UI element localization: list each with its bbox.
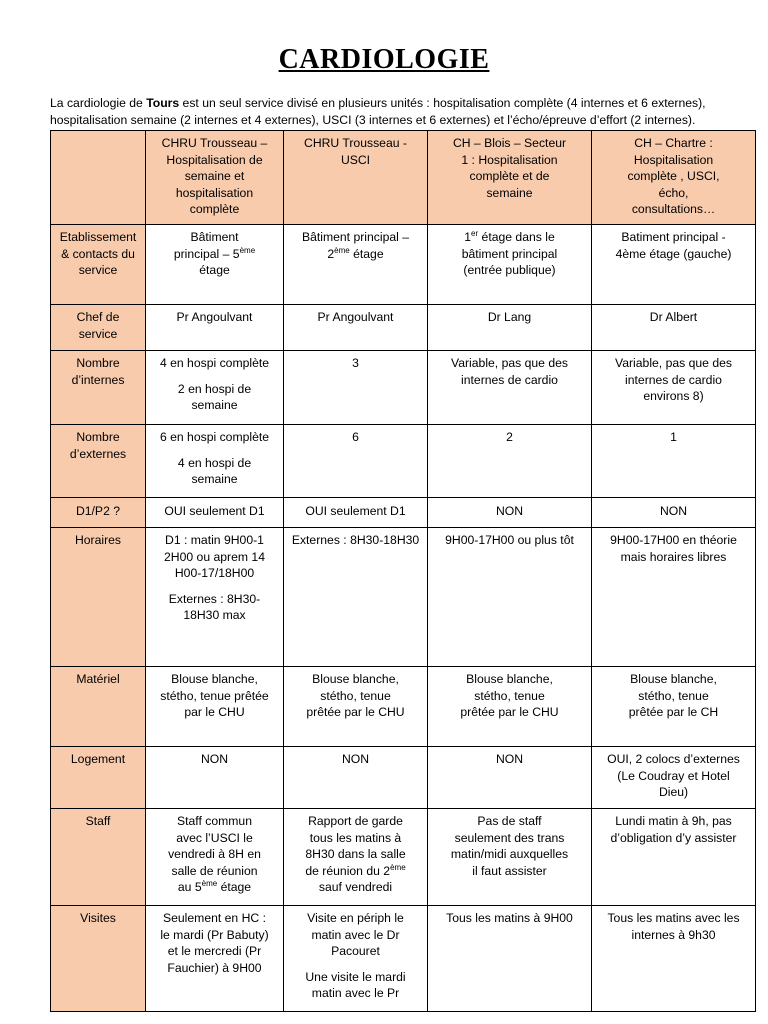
table-cell: Batiment principal - 4ème étage (gauche) (592, 225, 756, 305)
table-cell: 2 (428, 425, 592, 498)
row-header-horaires: Horaires (51, 528, 146, 667)
table-cell: Dr Lang (428, 305, 592, 351)
row-header-etablissement: Etablissement & contacts du service (51, 225, 146, 305)
cell-text: 4 en hospi complète (159, 356, 270, 370)
table-row (51, 351, 756, 425)
table-row (51, 667, 756, 747)
table-cell (146, 351, 284, 425)
cell-text: 5 (232, 246, 240, 261)
services-table (50, 130, 756, 1012)
table-cell: OUI seulement D1 (146, 498, 284, 528)
page-title: CARDIOLOGIE (278, 44, 490, 75)
cell-text: 4 en hospi de semaine (177, 455, 252, 486)
row-header-materiel: Matériel (51, 667, 146, 747)
table-cell (146, 425, 284, 498)
table-row (51, 305, 756, 351)
cell-text: étage (349, 246, 384, 261)
superscript: ème (334, 245, 350, 255)
cell-text: 6 en hospi complète (159, 430, 270, 444)
column-header-chartre: CH – Chartre : Hospitalisation complète , USCI, écho, consultations… (592, 131, 756, 225)
table-cell: NON (592, 498, 756, 528)
row-header-staff: Staff (51, 809, 146, 906)
table-cell: NON (284, 747, 428, 809)
superscript: er (471, 228, 479, 238)
intro-text-1: La cardiologie de (50, 96, 147, 110)
table-cell: Variable, pas que des internes de cardio (428, 351, 592, 425)
table-cell (428, 225, 592, 305)
row-header-chef: Chef de service (51, 305, 146, 351)
cell-text: 2 en hospi de semaine (177, 381, 252, 412)
cell-text: Bâtiment principal – (301, 230, 410, 244)
table-cell (146, 528, 284, 667)
table-cell (284, 809, 428, 906)
column-header-trousseau-usci: CHRU Trousseau - USCI (284, 131, 428, 225)
table-cell: Lundi matin à 9h, pas d’obligation d’y assister (592, 809, 756, 906)
table-cell: Blouse blanche, stétho, tenue prêtée par le CHU (146, 667, 284, 747)
table-cell: 9H00-17H00 ou plus tôt (428, 528, 592, 667)
table-cell (284, 906, 428, 1012)
cell-text: étage (199, 263, 230, 277)
table-cell: OUI seulement D1 (284, 498, 428, 528)
row-header-internes: Nombre d’internes (51, 351, 146, 425)
column-header-blois: CH – Blois – Secteur 1 : Hospitalisation complète et de semaine (428, 131, 592, 225)
cell-text: D1 : matin 9H00-12H00 ou aprem 14H00-17/18H00 (164, 533, 265, 580)
cell-text: étage (217, 880, 252, 894)
cell-text: Une visite le mardi matin avec le Pr (305, 969, 406, 1000)
row-header-externes: Nombre d’externes (51, 425, 146, 498)
row-header-d1p2: D1/P2 ? (51, 498, 146, 528)
superscript: ème (239, 245, 256, 255)
table-row (51, 225, 756, 305)
cell-text: Externes : 8H30-18H30 max (168, 591, 261, 622)
table-cell: Tous les matins à 9H00 (428, 906, 592, 1012)
intro-text-3: hospitalisation semaine (2 internes et 4 externes), USCI (3 internes et 6 externes) et l’écho/épreuve d’effort (2 internes). (50, 112, 696, 127)
table-cell: 3 (284, 351, 428, 425)
cell-text: Staff commun avec l’USCI le vendredi à 8H en salle de réunion au 5 (168, 814, 261, 894)
table-row (51, 906, 756, 1012)
cell-text: Bâtiment principal – (173, 230, 239, 261)
table-cell: Pr Angoulvant (146, 305, 284, 351)
table-cell: NON (428, 747, 592, 809)
table-cell: 9H00-17H00 en théorie mais horaires libres (592, 528, 756, 667)
corner-cell (51, 131, 146, 225)
cell-text: étage dans le bâtiment principal (entrée publique) (461, 230, 558, 277)
table-cell: NON (146, 747, 284, 809)
table-cell: Tous les matins avec les internes à 9h30 (592, 906, 756, 1012)
superscript: ème (201, 878, 218, 888)
table-row (51, 809, 756, 906)
cell-text: 2 (327, 246, 335, 261)
cell-text: sauf vendredi (318, 880, 393, 894)
superscript: ème (390, 862, 406, 872)
column-header-trousseau-hospi: CHRU Trousseau – Hospitalisation de semaine et hospitalisation complète (146, 131, 284, 225)
table-cell: Pr Angoulvant (284, 305, 428, 351)
intro-paragraph (50, 95, 750, 128)
table-cell: OUI, 2 colocs d’externes (Le Coudray et Hotel Dieu) (592, 747, 756, 809)
row-header-visites: Visites (51, 906, 146, 1012)
cell-text: 1 (464, 230, 472, 244)
cell-text: Rapport de garde tous les matins à 8H30 dans la salle de réunion du 2 (305, 814, 406, 878)
table-cell: Variable, pas que des internes de cardio environs 8) (592, 351, 756, 425)
intro-city: Tours (146, 96, 180, 110)
intro-text-2: est un seul service divisé en plusieurs unités : hospitalisation complète (4 internes et 6 externes), (179, 96, 706, 110)
table-cell: 1 (592, 425, 756, 498)
table-row (51, 747, 756, 809)
table-cell (284, 225, 428, 305)
table-cell: Blouse blanche, stétho, tenue prêtée par le CHU (428, 667, 592, 747)
table-row (51, 528, 756, 667)
table-row (51, 498, 756, 528)
table-row (51, 425, 756, 498)
table-cell: Pas de staff seulement des trans matin/midi auxquelles il faut assister (428, 809, 592, 906)
table-cell: NON (428, 498, 592, 528)
table-header-row (51, 131, 756, 225)
table-cell: Externes : 8H30-18H30 (284, 528, 428, 667)
table-cell: 6 (284, 425, 428, 498)
table-cell: Blouse blanche, stétho, tenue prêtée par le CH (592, 667, 756, 747)
table-cell: Seulement en HC : le mardi (Pr Babuty) et le mercredi (Pr Fauchier) à 9H00 (146, 906, 284, 1012)
table-cell: Blouse blanche, stétho, tenue prêtée par le CHU (284, 667, 428, 747)
table-cell (146, 225, 284, 305)
row-header-logement: Logement (51, 747, 146, 809)
table-cell: Dr Albert (592, 305, 756, 351)
table-cell (146, 809, 284, 906)
cell-text: Visite en périph le matin avec le Dr Pacouret (307, 911, 404, 958)
